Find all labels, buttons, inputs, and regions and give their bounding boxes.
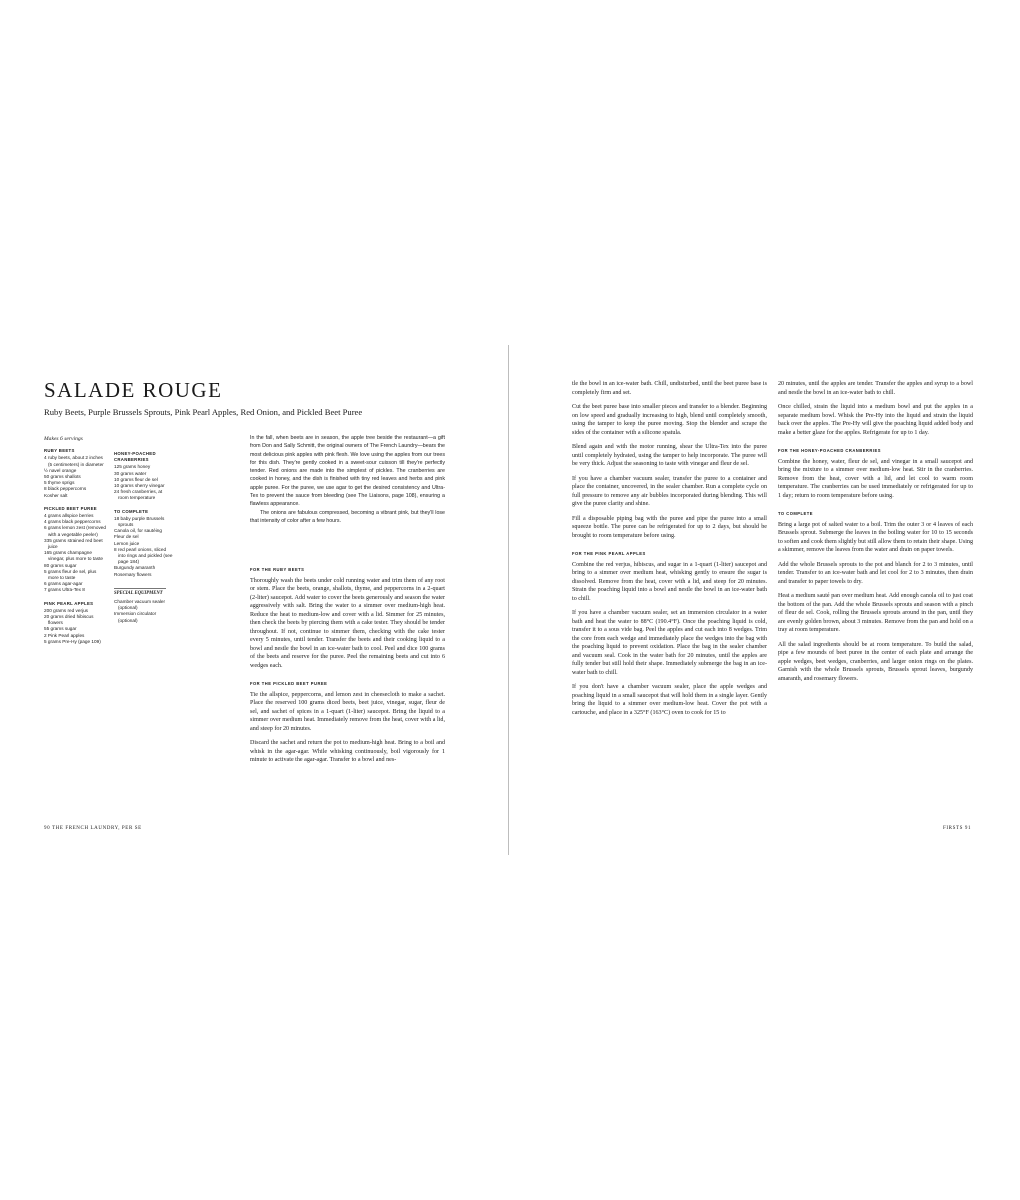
ingredient-item: 6 grams lemon zest (removed with a vegetable peeler) (44, 525, 107, 537)
ingredient-item: 8 black peppercorns (44, 486, 87, 492)
method-paragraph: Tie the allspice, peppercorns, and lemon zest in cheesecloth to make a sachet. Place the reserved 100 grams diced beets, beet juice, vinegar, sugar, fleur de sel, and sachet of spices in a 1-quart (1-liter) saucepot. Bring the liquid to a simmer over medium heat. Immediately remove from the heat, cover with a lid, and steep for 20 minutes. (250, 691, 445, 732)
recipe-subtitle: Ruby Beets, Purple Brussels Sprouts, Pink Pearl Apples, Red Onion, and Pickled Beet Puree (44, 407, 363, 417)
method-paragraph: If you have a chamber vacuum sealer, set an immersion circulator in a water bath and heat the water to 88°C (190.4°F). Once the poaching liquid is cold, transfer it to a sous vide bag. Peel the apples and cut each into 8 wedges. Trim the core from each wedge and immediately place the wedges into the bag with the poaching liquid to prevent oxidation. Place the bag in the sealer chamber and vacuum seal. Cook in the water bath for 20 minutes, until the apples are fully tender but still hold their shape. Immediately submerge the bag in an ice-water bath to chill. (572, 610, 767, 676)
recipe-title: SALADE ROUGE (44, 378, 223, 402)
ingredients-column-1 (44, 436, 106, 645)
ingredient-item: 5 grams Pre-Hy (page 109) (44, 638, 101, 644)
servings-note: Makes 6 servings (44, 436, 83, 442)
ingredient-item: 4 grams allspice berries (44, 513, 94, 519)
special-equipment-heading: SPECIAL EQUIPMENT (114, 588, 166, 597)
ingredient-item: 335 grams strained red beet juice (44, 537, 103, 550)
folio-right: FIRSTS 91 (943, 826, 972, 831)
method-paragraph: Cut the beet puree base into smaller pieces and transfer to a blender. Beginning on low speed and gradually increasing to high, blend until completely smooth, using the tamper to keep the puree moving. Stop the blender and scrape the sides of the container with a silicone spatula. (572, 404, 767, 436)
method-column-right-1 (572, 380, 767, 723)
ingredient-item: 200 grams red verjus (44, 607, 89, 613)
ingredient-item: 5 grams fleur de sel, plus more to taste (44, 568, 97, 581)
ingredients-column-2 (114, 451, 174, 624)
ingredient-item: 24 fresh cranberries, at room temperature (114, 489, 163, 501)
ingredient-item: 30 grams water (114, 470, 147, 476)
section-heading: FOR THE HONEY-POACHED CRANBERRIES (778, 448, 881, 453)
ingredient-item: 2 Pink Pearl apples (44, 632, 85, 638)
method-paragraph: 20 minutes, until the apples are tender. Transfer the apples and syrup to a bowl and nestle the bowl in an ice-water bath to chill. (778, 381, 973, 396)
ingredient-item: 4 ruby beets, about 2 inches (5 centimeters) in diameter (44, 455, 104, 467)
ingredient-item: Kosher salt (44, 492, 68, 498)
ingredient-item: 5 thyme sprigs (44, 480, 75, 486)
method-column-right-2 (778, 380, 973, 689)
ingredient-group-heading: RUBY BEETS (44, 448, 75, 454)
ingredient-item: 80 grams sugar (44, 562, 77, 568)
method-paragraph: Combine the honey, water, fleur de sel, and vinegar in a small saucepot and bring the mixture to a simmer over medium-low heat. Stir in the cranberries. Remove from the heat, cover with a lid, and let cool to warm room temperature. The cranberries can be used immediately or refrigerated for up to 1 day; return to room temperature before using. (778, 458, 973, 499)
method-paragraph: Once chilled, strain the liquid into a medium bowl and put the apples in a separate medium bowl. Whisk the Pre-Hy into the liquid and strain the liquid back over the apples. The Pre-Hy will give the poaching liquid added body and make a better glaze for the apples. Refrigerate for up to 1 day. (778, 404, 973, 436)
method-paragraph: Add the whole Brussels sprouts to the pot and blanch for 2 to 3 minutes, until tender. Transfer to an ice-water bath and let cool for 2 to 3 minutes, then drain and transfer to paper towels to dry. (778, 561, 973, 585)
ingredient-item: 18 baby purple Brussels sprouts (114, 515, 165, 528)
method-paragraph: Thoroughly wash the beets under cold running water and trim them of any root or stem. Place the beets, orange, shallots, thyme, and peppercorns in a 2-quart (2-liter) saucepot. Add water to cover the beets generously and season the water aggressively with salt. Bring the water to a simmer over medium-high heat. Reduce the heat to medium-low and cover with a lid. Simmer for 25 minutes, then check the beets by piercing them with a cake tester. They should be tender throughout. If not, continue to simmer them, checking with the cake tester every 5 minutes, until tender. Transfer the beets and their cooking liquid to a bowl and nestle the bowl in an ice-water bath to cool. Peel and dice 100 grams of the beets and reserve for the puree. Peel the remaining beets and cut into 6 wedges each. (250, 577, 445, 669)
ingredient-item: Lemon juice (114, 540, 140, 546)
ingredient-item: 50 grams shallots (44, 474, 81, 480)
ingredient-item: 55 grams sugar (44, 626, 77, 632)
ingredient-group-heading: PICKLED BEET PUREE (44, 505, 97, 511)
recipe-intro (250, 434, 445, 525)
equipment-item: Chamber vacuum sealer (optional) (114, 599, 166, 611)
section-heading: FOR THE PINK PEARL APPLES (572, 551, 646, 556)
method-paragraph: If you don't have a chamber vacuum sealer, place the apple wedges and poaching liquid in a small saucepot that will hold them in a single layer. Gently bring the liquid to a simmer over medium-low heat. Cover the pot with a cartouche, and place in a 325°F (163°C) oven to cook for 15 to (572, 684, 767, 716)
section-heading: FOR THE PICKLED BEET PUREE (250, 681, 328, 686)
left-page (0, 0, 508, 1200)
method-paragraph: All the salad ingredients should be at room temperature. To build the salad, pipe a few mounds of beet puree in the center of each plate and arrange the apple wedges, beet wedges, cranberries, and larger onion rings on the plates. Garnish with the whole Brussels sprouts, Brussels sprout leaves, burgundy amaranth, and rosemary flowers. (778, 641, 973, 682)
method-column-left (250, 556, 445, 771)
method-paragraph: Blend again and with the motor running, shear the Ultra-Tex into the puree until completely hydrated, using the tamper to help incorporate. The puree will be very thick. Adjust the seasoning to taste with vinegar and fleur de sel. (572, 444, 767, 467)
method-paragraph: If you have a chamber vacuum sealer, transfer the puree to a container and place the container, uncovered, in the sealer chamber. Run a complete cycle on full pressure to remove any air bubbles incorporated during blending. This will give the puree clarity and shine. (572, 475, 767, 507)
method-paragraph: Bring a large pot of salted water to a boil. Trim the outer 3 or 4 leaves of each Brussels sprout. Submerge the leaves in the boiling water for 10 to 15 seconds to soften and cook them slightly but still allow them to retain their shape. Using a skimmer, remove the leaves from the water and drain on paper towels. (778, 521, 973, 553)
ingredient-item: Rosemary flowers (114, 571, 152, 577)
method-paragraph: Heat a medium sauté pan over medium heat. Add enough canola oil to just coat the bottom of the pan. Add the whole Brussels sprouts and season with a pinch of fleur de sel. Cook, rolling the Brussels sprouts around in the pan, until they are evenly golden brown, about 3 minutes. Remove from the pan and hold on a tray at room temperature. (778, 593, 973, 633)
page-gutter (508, 345, 509, 855)
ingredient-group-heading: TO COMPLETE (114, 508, 149, 514)
ingredient-item: ½ navel orange (44, 467, 77, 473)
method-paragraph: Combine the red verjus, hibiscus, and sugar in a 1-quart (1-liter) saucepot and bring to a simmer over medium heat, whisking gently to ensure the sugar is dissolved. Remove from the heat, cover with a lid, and steep for 20 minutes. Strain the poaching liquid into a bowl and nestle the bowl in an ice-water bath to chill. (572, 561, 767, 602)
ingredient-item: 20 grams dried hibiscus flowers (44, 614, 94, 626)
ingredient-item: 7 grams Ultra-Tex 8 (44, 587, 85, 593)
ingredient-item: 10 grams sherry vinegar (114, 483, 165, 489)
ingredient-item: 10 grams fleur de sel (114, 476, 158, 482)
ingredient-item: 8 red pearl onions, sliced into rings and pickled (see page 184) (114, 546, 173, 565)
ingredient-item: 165 grams champagne vinegar, plus more to taste (44, 550, 103, 562)
method-paragraph: Discard the sachet and return the pot to medium-high heat. Bring to a boil and whisk in the agar-agar. While whisking continuously, boil vigorously for 1 minute to activate the agar-agar. Transfer to a bowl and nes- (250, 740, 445, 763)
section-heading: TO COMPLETE (778, 511, 813, 516)
ingredient-item: 125 grams honey (114, 464, 151, 470)
section-heading: FOR THE RUBY BEETS (250, 567, 305, 572)
ingredient-group-heading: PINK PEARL APPLES (44, 600, 94, 606)
ingredient-group-heading: HONEY-POACHED CRANBERRIES (114, 451, 156, 463)
ingredient-item: 6 grams agar-agar (44, 581, 83, 587)
right-page (510, 0, 1020, 1200)
ingredient-item: 4 grams black peppercorns (44, 519, 101, 525)
folio-left: 90 THE FRENCH LAUNDRY, PER SE (44, 826, 142, 831)
method-paragraph: tle the bowl in an ice-water bath. Chill, undisturbed, until the beet puree base is completely firm and set. (572, 381, 767, 396)
method-paragraph: Fill a disposable piping bag with the puree and pipe the puree into a small squeeze bottle. The puree can be refrigerated for up to 2 days, but should be brought to room temperature before using. (572, 515, 767, 539)
ingredient-item: Burgundy amaranth (114, 565, 156, 571)
intro-paragraph: The onions are fabulous compressed, becoming a vibrant pink, but they'll lose that intensity of color after a few hours. (250, 509, 445, 524)
equipment-item: Immersion circulator (optional) (114, 611, 157, 623)
ingredient-item: Canola oil, for sautéing (114, 528, 162, 534)
intro-paragraph: In the fall, when beets are in season, the apple tree beside the restaurant—a gift from Don and Sally Schmitt, the original owners of The French Laundry—bears the most delicious pink apples with pink flesh. We love using the apples from our trees for this dish. They're gently cooked in a sweet-sour cuisson till they're perfectly tender. Red onions are made into the simplest of pickles. The cranberries are cooked in honey, and the dish is finished with tiny red leaves and herbs and pink apple puree. For the puree, we use agar to get the desired consistency and Ultra-Tex to prevent the sauce from bleeding (see The Liaisons, page 108), ensuring a flawless appearance. (250, 435, 445, 508)
ingredient-item: Fleur de sel (114, 534, 139, 540)
